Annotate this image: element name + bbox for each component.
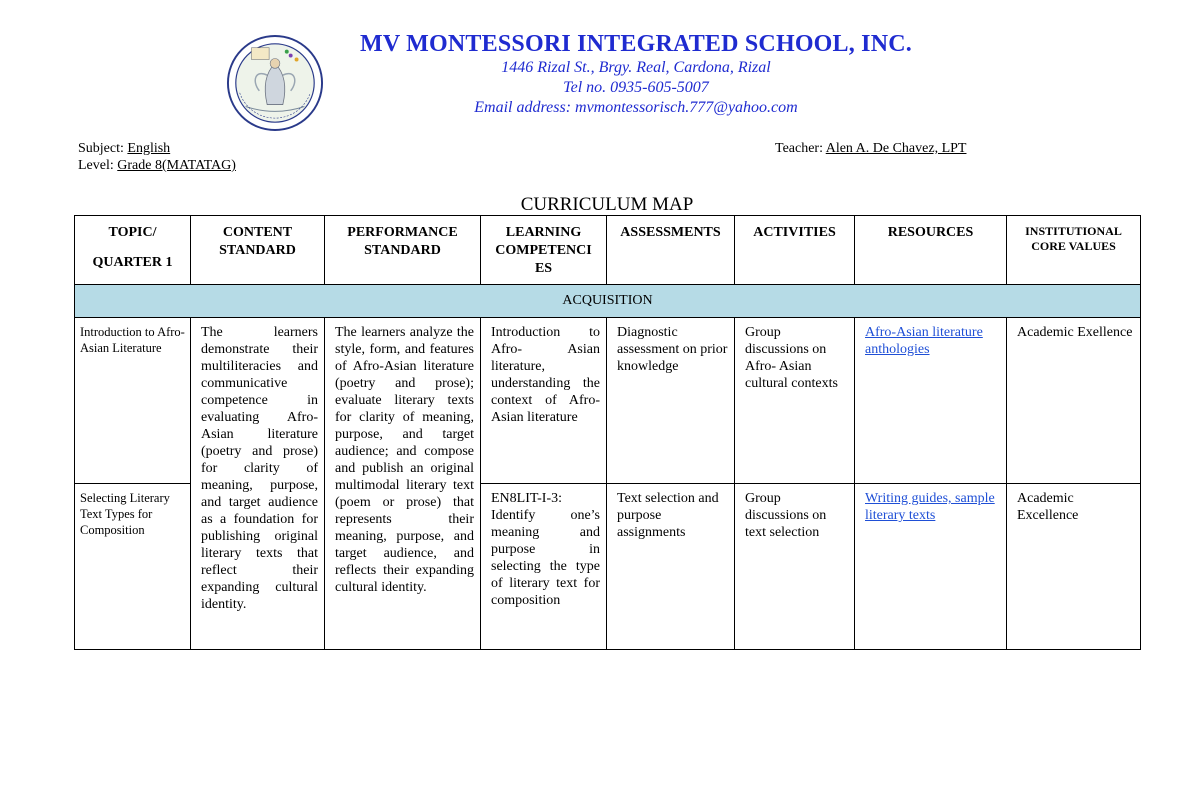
section-acquisition: ACQUISITION bbox=[75, 285, 1141, 318]
teacher-label: Teacher: bbox=[775, 141, 826, 156]
school-email: Email address: mvmontessorisch.777@yahoo.com bbox=[474, 99, 798, 116]
level-line bbox=[78, 157, 236, 174]
header-topic-line1: TOPIC/ bbox=[108, 225, 157, 240]
resources-cell bbox=[855, 484, 1007, 650]
assessment-cell: Text selection and purpose assignments bbox=[607, 484, 735, 650]
header-topic bbox=[75, 216, 191, 285]
header-content-standard: CONTENT STANDARD bbox=[191, 216, 325, 285]
header-assessments: ASSESSMENTS bbox=[607, 216, 735, 285]
topic-cell: Introduction to Afro-Asian Literature bbox=[75, 318, 191, 484]
header-resources: RESOURCES bbox=[855, 216, 1007, 285]
activity-cell: Group discussions on text selection bbox=[735, 484, 855, 650]
school-name: MV MONTESSORI INTEGRATED SCHOOL, INC. bbox=[360, 31, 912, 57]
core-value-cell: Academic Excellence bbox=[1007, 484, 1141, 650]
section-row bbox=[75, 285, 1141, 318]
school-address: 1446 Rizal St., Brgy. Real, Cardona, Rizal bbox=[501, 59, 771, 76]
core-value-cell: Academic Exellence bbox=[1007, 318, 1141, 484]
teacher-value: Alen A. De Chavez, LPT bbox=[825, 141, 967, 156]
school-seal-logo-icon bbox=[226, 34, 324, 132]
resources-link[interactable]: Afro-Asian literature anthologies bbox=[865, 325, 983, 357]
subject-label: Subject: bbox=[78, 141, 128, 156]
header-learning-competencies: LEARNING COMPETENCI ES bbox=[481, 216, 607, 285]
competency-cell: Introduction to Afro- Asian literature, understanding the context of Afro-Asian literature bbox=[481, 318, 607, 484]
table-row bbox=[75, 318, 1141, 484]
competency-cell: EN8LIT-I-3: Identify one’s meaning and purpose in selecting the type of literary text for composition bbox=[481, 484, 607, 650]
assessment-cell: Diagnostic assessment on prior knowledge bbox=[607, 318, 735, 484]
subject-value: English bbox=[127, 141, 171, 156]
resources-link[interactable]: Writing guides, sample literary texts bbox=[865, 491, 995, 523]
content-standard-cell: The learners demonstrate their multiliteracies and communicative competence in evaluating Afro-Asian literature (poetry and prose) for clarity of meaning, purpose, and target audience as a foundation for publishing original literary texts that reflect their expanding cultural identity. bbox=[191, 318, 325, 650]
document-title: CURRICULUM MAP bbox=[520, 194, 694, 215]
level-label: Level: bbox=[78, 158, 118, 173]
resources-cell bbox=[855, 318, 1007, 484]
level-value: Grade 8(MATATAG) bbox=[117, 158, 236, 173]
table-header-row bbox=[75, 216, 1141, 285]
subject-line bbox=[78, 140, 170, 157]
activity-cell: Group discussions on Afro- Asian cultural contexts bbox=[735, 318, 855, 484]
header-core-values: INSTITUTIONAL CORE VALUES bbox=[1007, 216, 1141, 285]
curriculum-map-table bbox=[74, 215, 1141, 650]
letterhead bbox=[336, 30, 936, 118]
header-topic-line2: QUARTER 1 bbox=[92, 255, 173, 270]
header-activities: ACTIVITIES bbox=[735, 216, 855, 285]
teacher-line bbox=[775, 140, 966, 157]
header-performance-standard: PERFORMANCE STANDARD bbox=[325, 216, 481, 285]
school-telephone: Tel no. 0935-605-5007 bbox=[563, 79, 709, 96]
performance-standard-cell: The learners analyze the style, form, and features of Afro-Asian literature (poetry and prose); evaluate literary texts for clarity of meaning, purpose, and target audience; and compose and publish an original multimodal literary text (poem or prose) that represents their meaning, purpose, and target audience, and reflects their expanding cultural identity. bbox=[325, 318, 481, 650]
topic-cell: Selecting Literary Text Types for Composition bbox=[75, 484, 191, 650]
